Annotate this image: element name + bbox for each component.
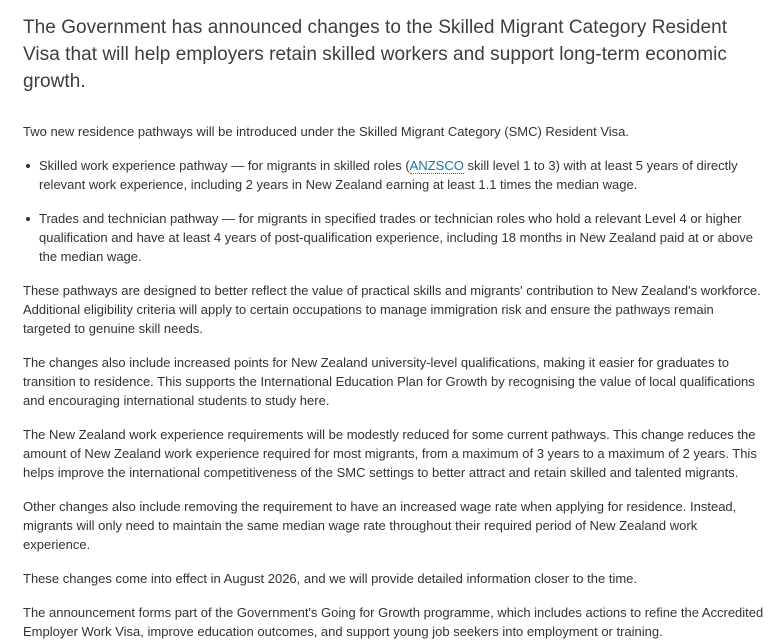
- list-item-skilled-work-pathway: [39, 156, 765, 194]
- paragraph-pathways-purpose: These pathways are designed to better reflect the value of practical skills and migrants' contribution to New Zealand's workforce. Additional eligibility criteria will apply to certain occupations to manage immigration risk and ensure the pathways remain targeted to genuine skill needs.: [23, 283, 761, 336]
- list-item-trades-pathway: [39, 209, 765, 266]
- pathway-text-after: skill level 1 to 3) with at least 5 years of directly relevant work experience, including 2 years in New Zealand earning at least 1.1 times the median wage.: [39, 158, 738, 192]
- paragraph-university-points: The changes also include increased points for New Zealand university-level qualifications, making it easier for graduates to transition to residence. This supports the International Education Plan for Growth by recognising the value of local qualifications and encouraging international students to study here.: [23, 355, 755, 408]
- pathway-text: Trades and technician pathway — for migrants in specified trades or technician roles who hold a relevant Level 4 or higher qualification and have at least 4 years of post-qualification experience, including 18 months in New Zealand paid at or above the median wage.: [39, 211, 753, 264]
- anzsco-link[interactable]: ANZSCO: [409, 158, 464, 173]
- lead-paragraph: The Government has announced changes to the Skilled Migrant Category Resident Visa that will help employers retain skilled workers and support long-term economic growth.: [23, 17, 728, 92]
- paragraph-effective-date: These changes come into effect in August 2026, and we will provide detailed information closer to the time.: [23, 571, 638, 586]
- pathways-list: [23, 156, 765, 266]
- pathway-text-before: Skilled work experience pathway — for migrants in skilled roles (: [39, 158, 410, 173]
- bullet-icon: [26, 164, 30, 168]
- intro-paragraph: Two new residence pathways will be introduced under the Skilled Migrant Category (SMC) Resident Visa.: [23, 124, 629, 139]
- bullet-icon: [26, 217, 30, 221]
- paragraph-wage-requirement: Other changes also include removing the requirement to have an increased wage rate when applying for residence. Instead, migrants will only need to maintain the same median wage rate throughout their required period of New Zealand work experience.: [23, 499, 737, 552]
- paragraph-going-for-growth: The announcement forms part of the Government's Going for Growth programme, which includes actions to refine the Accredited Employer Work Visa, improve education outcomes, and support young job seekers into employment or training.: [23, 605, 764, 639]
- paragraph-work-experience: The New Zealand work experience requirements will be modestly reduced for some current pathways. This change reduces the amount of New Zealand work experience required for most migrants, from a maximum of 3 years to a maximum of 2 years. This helps improve the international competitiveness of the SMC settings to better attract and retain skilled and talented migrants.: [23, 427, 757, 480]
